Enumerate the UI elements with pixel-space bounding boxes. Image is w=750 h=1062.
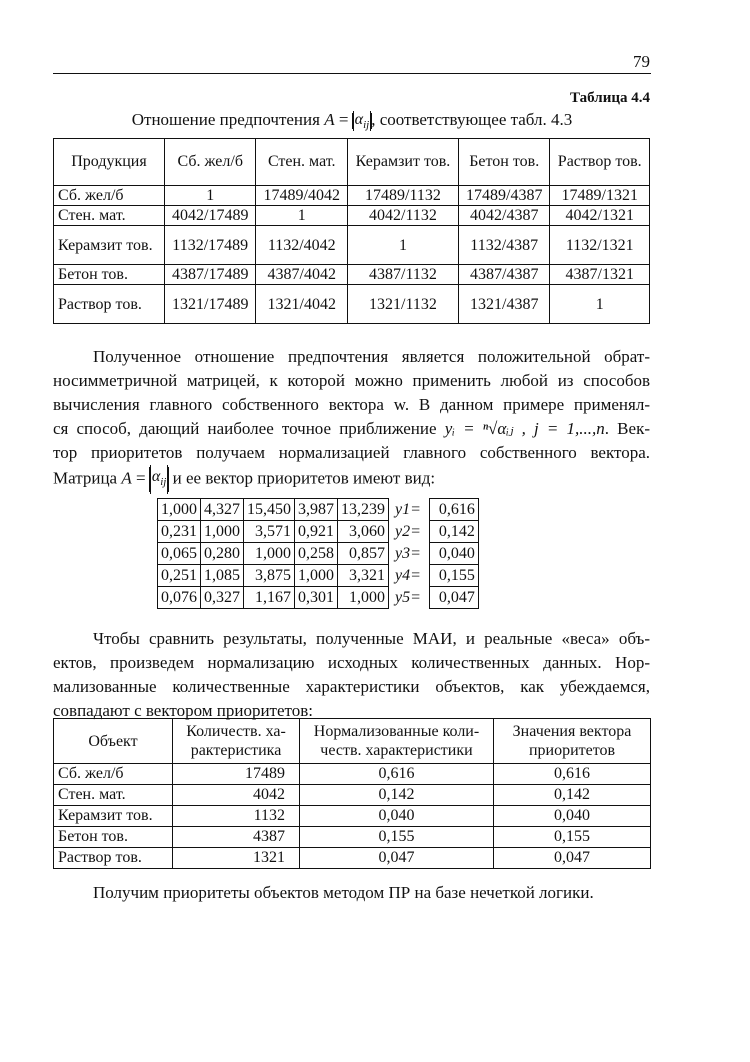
matrix-cell: 3,571 [244, 521, 295, 543]
row-header: Сб. жел/б [54, 764, 173, 785]
normalized-matrix-table [157, 498, 479, 609]
table-label: Таблица 4.4 [570, 90, 650, 106]
alpha-symbol: α [151, 468, 161, 485]
table-cell: 4387 [173, 827, 300, 848]
table-row [54, 265, 650, 285]
table-cell: 4042/4387 [458, 206, 550, 226]
matrix-cell: 1,167 [244, 587, 295, 609]
text-line: вычисления главного собственного вектора w. В данном примере применял- [53, 395, 650, 414]
table-cell: 4387/17489 [164, 265, 256, 285]
table-cell: 0,040 [300, 806, 494, 827]
table-cell: 0,155 [300, 827, 494, 848]
row-header: Бетон тов. [54, 265, 165, 285]
table-cell: 1132/4387 [458, 226, 550, 265]
table-cell: 1 [164, 186, 256, 206]
matrix-cell: 0,065 [158, 543, 201, 565]
matrix-cell: 1,000 [201, 521, 244, 543]
table-cell: 1321 [173, 848, 300, 869]
text-line: Чтобы сравнить результаты, полученные МАИ, и реальные «веса» объ- [93, 629, 650, 648]
text-line: ектов, произведем нормализацию исходных количественных данных. Нор- [53, 653, 650, 672]
table-row [54, 764, 651, 785]
text-line: Матрица $A = \alpha_{ij}$ и ее вектор приоритетов имеют вид: [53, 465, 650, 494]
page-number: 79 [633, 52, 650, 71]
text-line: совпадают с вектором приоритетов: [53, 701, 313, 720]
text-fragment: . Век- [604, 419, 650, 438]
matrix-cell: 1,000 [338, 587, 389, 609]
matrix-cell: 4,327 [201, 499, 244, 521]
table-header-row [54, 719, 651, 764]
table-cell: 0,047 [494, 848, 651, 869]
y-label: y3= [395, 545, 421, 562]
table-row [158, 565, 479, 587]
table-row [158, 587, 479, 609]
table-cell: 4387/4387 [458, 265, 550, 285]
header-cell: Раствор тов. [550, 139, 650, 186]
matrix-norm [150, 465, 169, 494]
table-cell: 17489/4387 [458, 186, 550, 206]
comparison-table [53, 718, 651, 869]
table-cell: 4387/1132 [348, 265, 459, 285]
alpha-symbol: α [354, 111, 364, 128]
row-header: Сб. жел/б [54, 186, 165, 206]
text-line: носимметричной матрицей, к которой можно применить любой из способов [53, 371, 650, 390]
matrix-cell: 3,321 [338, 565, 389, 587]
matrix-cell: 0,251 [158, 565, 201, 587]
matrix-cell: 1,000 [158, 499, 201, 521]
matrix-cell: 15,450 [244, 499, 295, 521]
table-cell: 1321/1132 [348, 285, 459, 324]
table-cell: 1321/17489 [164, 285, 256, 324]
table-cell: 1 [348, 226, 459, 265]
table-cell: 1132 [173, 806, 300, 827]
header-rule [53, 73, 651, 74]
preference-matrix-table [53, 138, 650, 324]
matrix-cell: 3,987 [295, 499, 338, 521]
table-cell: 4042/1321 [550, 206, 650, 226]
matrix-cell: 0,280 [201, 543, 244, 565]
table-caption: Отношение предпочтения $A = \alpha_{ij}$ , соответствующее табл. 4.3 [131, 110, 573, 132]
table-cell: 0,155 [494, 827, 651, 848]
text-fragment: и ее вектор приоритетов имеют вид: [172, 468, 436, 488]
table-row [54, 285, 650, 324]
matrix-cell: 1,000 [295, 565, 338, 587]
table-cell: 1132/17489 [164, 226, 256, 265]
table-cell: 4042/1132 [348, 206, 459, 226]
y-label: y5= [395, 589, 421, 606]
row-header: Бетон тов. [54, 827, 173, 848]
matrix-cell: 1,000 [244, 543, 295, 565]
header-cell: Стен. мат. [256, 139, 348, 186]
table-row [54, 226, 650, 265]
table-cell: 0,616 [494, 764, 651, 785]
y-value: 0,047 [429, 587, 478, 609]
table-cell: 4042/17489 [164, 206, 256, 226]
table-row [54, 186, 650, 206]
table-cell: 4042 [173, 785, 300, 806]
matrix-cell: 0,076 [158, 587, 201, 609]
table-row [158, 543, 479, 565]
caption-text-before: Отношение предпочтения [131, 110, 320, 129]
header-cell: Продукция [54, 139, 165, 186]
y-value: 0,155 [429, 565, 478, 587]
table-cell: 1 [550, 285, 650, 324]
paragraph-comparison [53, 627, 650, 723]
alpha-subscript: ij [160, 476, 167, 489]
row-header: Керамзит тов. [54, 806, 173, 827]
y-value: 0,142 [429, 521, 478, 543]
row-header: Стен. мат. [54, 785, 173, 806]
table-cell: 0,047 [300, 848, 494, 869]
row-header: Стен. мат. [54, 206, 165, 226]
table-cell: 17489/4042 [256, 186, 348, 206]
matrix-cell: 0,857 [338, 543, 389, 565]
text-line: Полученное отношение предпочтения является положительной обрат- [93, 347, 650, 366]
table-row [54, 206, 650, 226]
table-cell: 4387/1321 [550, 265, 650, 285]
table-cell: 0,616 [300, 764, 494, 785]
text-fragment: ся способ, дающий наиболее точное приближение [53, 419, 437, 438]
matrix-cell: 3,060 [338, 521, 389, 543]
y-value: 0,616 [429, 499, 478, 521]
matrix-cell: 3,875 [244, 565, 295, 587]
row-header: Раствор тов. [54, 285, 165, 324]
table-row [54, 806, 651, 827]
y-label: y4= [395, 567, 421, 584]
table-row [54, 827, 651, 848]
text-line: тор приоритетов получаем нормализацией главного собственного вектора. [53, 443, 650, 462]
matrix-cell: 0,327 [201, 587, 244, 609]
table-row [158, 521, 479, 543]
table-header-row [54, 139, 650, 186]
matrix-cell: 1,085 [201, 565, 244, 587]
header-cell: Количеств. ха-рактеристика [173, 719, 300, 764]
matrix-symbol: A [324, 110, 335, 129]
priority-formula: yᵢ = ⁿ√αᵢⱼ , j = 1,...,n [444, 419, 605, 438]
table-cell: 17489/1321 [550, 186, 650, 206]
table-cell: 1132/4042 [256, 226, 348, 265]
matrix-cell: 0,921 [295, 521, 338, 543]
final-sentence: Получим приоритеты объектов методом ПР на базе нечеткой логики. [93, 883, 594, 902]
matrix-cell: 0,231 [158, 521, 201, 543]
header-cell: Значения вектора приоритетов [494, 719, 651, 764]
y-label: y1= [395, 501, 421, 518]
header-cell: Керамзит тов. [348, 139, 459, 186]
table-cell: 17489 [173, 764, 300, 785]
matrix-cell: 0,301 [295, 587, 338, 609]
text-line [53, 417, 650, 441]
table-cell: 0,142 [300, 785, 494, 806]
table-cell: 17489/1132 [348, 186, 459, 206]
matrix-symbol: A [121, 468, 132, 488]
header-cell: Сб. жел/б [164, 139, 256, 186]
table-cell: 4387/4042 [256, 265, 348, 285]
matrix-cell: 13,239 [338, 499, 389, 521]
matrix-cell: 0,258 [295, 543, 338, 565]
row-header: Керамзит тов. [54, 226, 165, 265]
header-cell: Объект [54, 719, 173, 764]
header-cell: Нормализованные коли-честв. характеристики [300, 719, 494, 764]
header-cell: Бетон тов. [458, 139, 550, 186]
table-cell: 0,040 [494, 806, 651, 827]
y-label: y2= [395, 523, 421, 540]
table-row [158, 499, 479, 521]
row-header: Раствор тов. [54, 848, 173, 869]
paragraph-priority-vector [53, 345, 650, 494]
table-cell: 1321/4042 [256, 285, 348, 324]
table-cell: 1 [256, 206, 348, 226]
table-row [54, 848, 651, 869]
y-value: 0,040 [429, 543, 478, 565]
table-cell: 1132/1321 [550, 226, 650, 265]
table-cell: 0,142 [494, 785, 651, 806]
alpha-subscript: ij [363, 119, 370, 132]
text-fragment: Матрица [53, 468, 118, 488]
table-cell: 1321/4387 [458, 285, 550, 324]
caption-text-after: , соответствующее табл. 4.3 [371, 110, 573, 129]
matrix-norm [353, 111, 372, 131]
text-line: мализованные количественные характеристики объектов, как убеждаемся, [53, 677, 650, 696]
table-row [54, 785, 651, 806]
